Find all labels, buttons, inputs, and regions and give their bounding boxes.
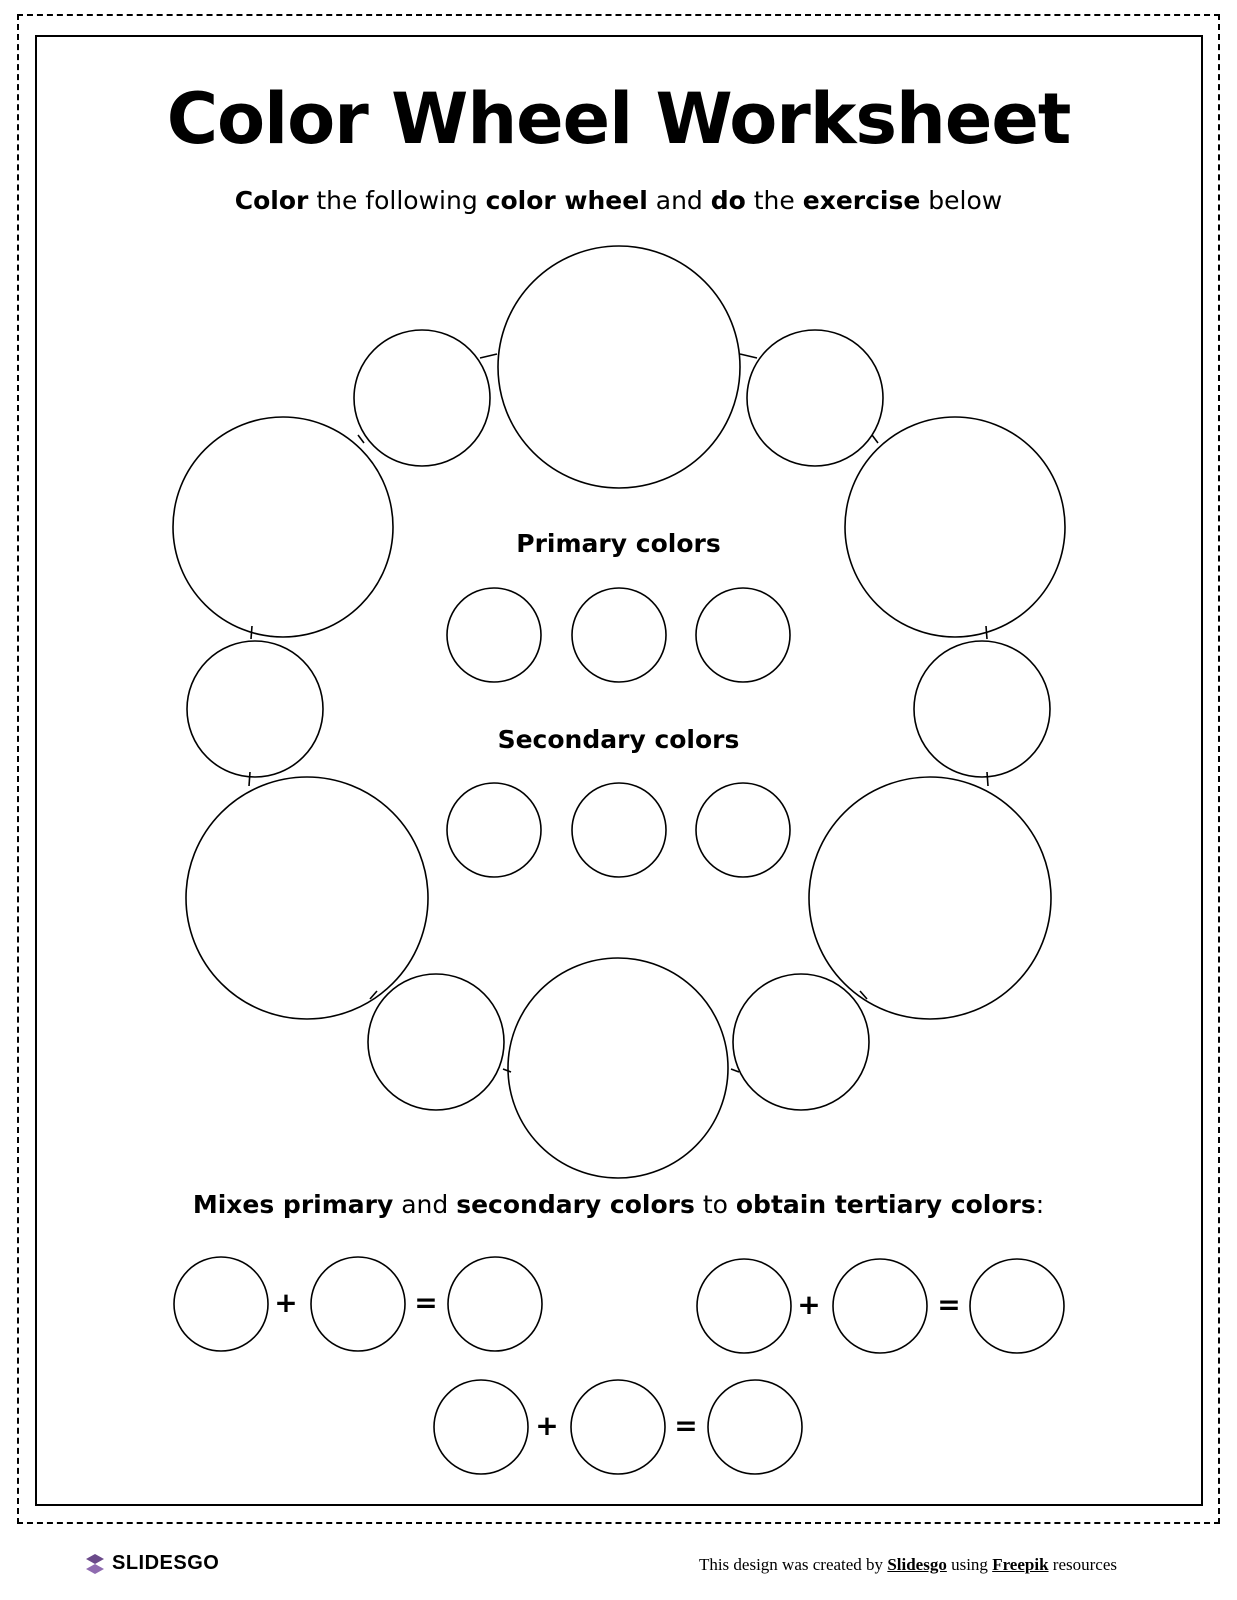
subtitle-bold-1: Color: [234, 186, 309, 215]
mix1-result-circle[interactable]: [448, 1257, 542, 1351]
connector-line: [358, 435, 364, 443]
slidesgo-logo-icon: [84, 1553, 106, 1575]
secondary-color-circle-3[interactable]: [696, 783, 790, 877]
credit-suffix: resources: [1048, 1555, 1117, 1574]
secondary-color-circle-1[interactable]: [447, 783, 541, 877]
slidesgo-logo: [84, 1552, 219, 1575]
wheel-large-circle-lower-left[interactable]: [186, 777, 428, 1019]
wheel-small-circle-right[interactable]: [914, 641, 1050, 777]
subtitle-text-3: the: [745, 186, 803, 215]
wheel-small-circle-bottom-right[interactable]: [733, 974, 869, 1110]
mix1-input-circle-a[interactable]: [174, 1257, 268, 1351]
secondary-colors-heading: Secondary colors: [497, 725, 740, 754]
mix3-input-circle-a[interactable]: [434, 1380, 528, 1474]
equals-sign: =: [937, 1288, 961, 1321]
wheel-small-circle-bottom-left[interactable]: [368, 974, 504, 1110]
wheel-small-circle-top-right[interactable]: [747, 330, 883, 466]
mix3-input-circle-b[interactable]: [571, 1380, 665, 1474]
primary-color-circle-2[interactable]: [572, 588, 666, 682]
wheel-large-circle-upper-right[interactable]: [845, 417, 1065, 637]
instruction-bold-3: obtain tertiary colors: [735, 1190, 1036, 1219]
footer-credit: [699, 1555, 1117, 1575]
secondary-color-circle-2[interactable]: [572, 783, 666, 877]
connector-line: [480, 354, 497, 358]
instruction-bold-1: Mixes primary: [192, 1190, 394, 1219]
freepik-link[interactable]: Freepik: [992, 1555, 1049, 1574]
subtitle-bold-2: color wheel: [485, 186, 648, 215]
wheel-large-circle-top[interactable]: [498, 246, 740, 488]
plus-sign: +: [535, 1409, 559, 1442]
connector-line: [872, 435, 878, 443]
mix2-input-circle-a[interactable]: [697, 1259, 791, 1353]
wheel-large-circle-bottom[interactable]: [508, 958, 728, 1178]
mixing-instruction: [0, 1190, 1237, 1219]
connector-line: [249, 772, 250, 786]
wheel-small-circle-left[interactable]: [187, 641, 323, 777]
subtitle-bold-4: exercise: [802, 186, 921, 215]
subtitle-bold-3: do: [710, 186, 746, 215]
slidesgo-link[interactable]: Slidesgo: [887, 1555, 947, 1574]
credit-middle: using: [946, 1555, 993, 1574]
connector-line: [740, 354, 757, 358]
mix2-input-circle-b[interactable]: [833, 1259, 927, 1353]
subtitle-text-2: and: [647, 186, 711, 215]
connector-line: [731, 1069, 739, 1072]
instruction-text-3: :: [1035, 1190, 1045, 1219]
wheel-small-circle-top-left[interactable]: [354, 330, 490, 466]
primary-color-circle-3[interactable]: [696, 588, 790, 682]
wheel-large-circle-upper-left[interactable]: [173, 417, 393, 637]
instruction-bold-2: secondary colors: [456, 1190, 695, 1219]
instruction-text-1: and: [393, 1190, 457, 1219]
slidesgo-brand-text: SLIDESGO: [112, 1552, 220, 1574]
connector-line: [503, 1069, 511, 1072]
equals-sign: =: [414, 1286, 438, 1319]
mix2-result-circle[interactable]: [970, 1259, 1064, 1353]
connector-line: [987, 772, 988, 786]
mix3-result-circle[interactable]: [708, 1380, 802, 1474]
credit-prefix: This design was created by: [698, 1555, 888, 1574]
page-title: Color Wheel Worksheet: [166, 78, 1071, 160]
equals-sign: =: [674, 1409, 698, 1442]
plus-sign: +: [797, 1288, 821, 1321]
mix1-input-circle-b[interactable]: [311, 1257, 405, 1351]
subtitle-text-4: below: [920, 186, 1003, 215]
instruction-text-2: to: [694, 1190, 736, 1219]
subtitle-text-1: the following: [308, 186, 486, 215]
plus-sign: +: [274, 1286, 298, 1319]
primary-colors-heading: Primary colors: [516, 529, 721, 558]
wheel-large-circle-lower-right[interactable]: [809, 777, 1051, 1019]
primary-color-circle-1[interactable]: [447, 588, 541, 682]
